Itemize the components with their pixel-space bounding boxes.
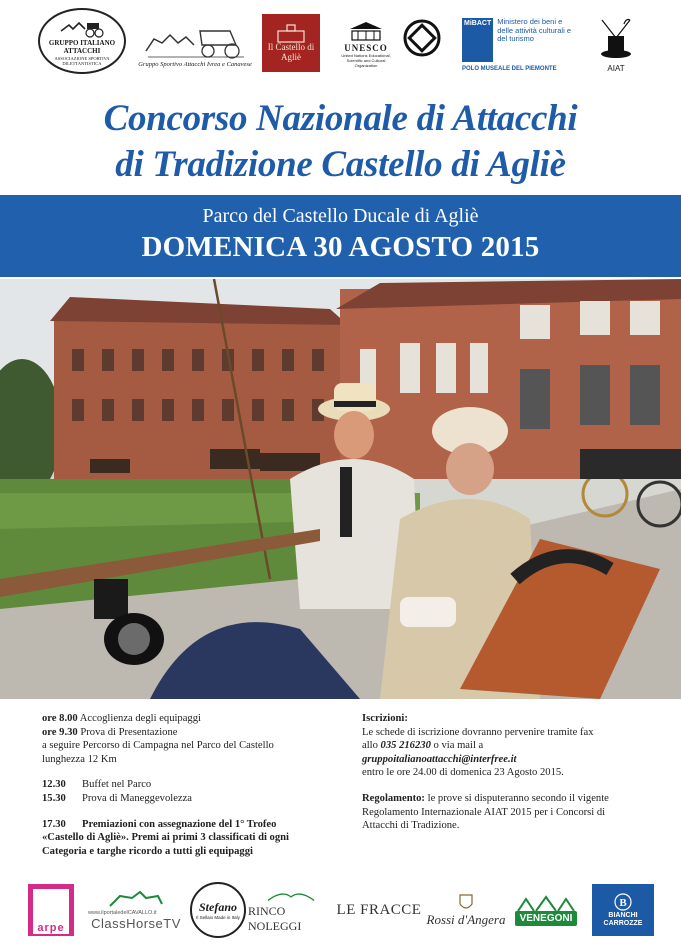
venue-label: Parco del Castello Ducale di Agliè xyxy=(202,205,479,227)
regulation-line xyxy=(362,792,662,806)
world-heritage-emblem-icon xyxy=(402,18,442,58)
schedule-row xyxy=(42,778,342,792)
schedule-text: Prova di Presentazione xyxy=(80,726,178,738)
unesco-sub: United Nations Educational, Scientific and Cultural Organization xyxy=(341,52,391,68)
gruppo-italiano-sub: ASSOCIAZIONE SPORTIVA DILETTANTISTICA xyxy=(54,55,110,66)
schedule-time: 15.30 xyxy=(42,792,66,804)
event-date: DOMENICA 30 AGOSTO 2015 xyxy=(141,231,540,263)
registration-line xyxy=(362,739,662,753)
schedule-row xyxy=(42,712,342,726)
ivrea-label: Gruppo Sportivo Attacchi Ivrea e Canavese xyxy=(138,60,252,68)
email-link[interactable]: gruppoitalianoattacchi@interfree.it xyxy=(362,753,517,765)
mibact-text: Ministero dei beni e delle attività culturali e del turismo xyxy=(497,17,572,44)
event-band xyxy=(0,195,681,277)
schedule-text: a seguire Percorso di Campagna nel Parco del Castello xyxy=(42,740,274,752)
header-logo-strip xyxy=(0,6,681,78)
schedule-row xyxy=(42,818,342,832)
portale-cavallo-logo xyxy=(88,884,184,936)
le-fracce-logo xyxy=(334,894,424,926)
bianchi-b-icon xyxy=(613,892,633,912)
schedule-text: Categoria e targhe ricordo a tutti gli equipaggi xyxy=(42,845,253,857)
registration-line: Le schede di iscrizione dovranno pervenire tramite fax xyxy=(362,726,594,738)
horse-icon xyxy=(106,890,166,910)
tree-icon xyxy=(516,895,576,911)
fax-number: 035 216230 xyxy=(380,740,431,752)
rinco-horse-icon xyxy=(261,888,321,904)
castello-label: Il Castello di Agliè xyxy=(267,42,315,62)
program-schedule xyxy=(42,712,342,858)
schedule-text: Accoglienza degli equipaggi xyxy=(79,713,201,724)
schedule-row xyxy=(42,792,342,806)
registration-heading: Iscrizioni: xyxy=(362,713,408,724)
venegoni-label: VENEGONI xyxy=(515,911,578,926)
castello-aglie-logo xyxy=(262,14,320,72)
title-line-2: di Tradizione Castello di Agliè xyxy=(115,144,566,185)
schedule-text: Premiazioni con assegnazione del 1° Trofeo xyxy=(82,818,277,830)
stefano-label: Stefano xyxy=(198,900,237,914)
registration-prefix: allo xyxy=(362,740,378,752)
gruppo-italiano-attacchi-logo xyxy=(38,8,126,74)
regulation-text: le prove si disputeranno secondo il vigente xyxy=(427,792,609,804)
arpe-logo xyxy=(28,884,74,936)
registration-suffix: o via mail a xyxy=(433,740,484,752)
rossi-angera-logo xyxy=(424,888,508,934)
schedule-row xyxy=(42,726,342,740)
sponsor-strip xyxy=(0,880,681,940)
crest-icon xyxy=(459,894,473,912)
regulation-line: Regolamento Internazionale AIAT 2015 per i Concorsi di xyxy=(362,806,606,818)
rinco-noleggi-logo xyxy=(248,888,334,934)
page-title xyxy=(0,96,681,188)
polo-museale-label: POLO MUSEALE DEL PIEMONTE xyxy=(462,66,557,72)
gruppo-sportivo-ivrea-logo xyxy=(136,14,254,74)
regulation-line: Attacchi di Tradizione. xyxy=(362,820,460,832)
unesco-word: UNESCO xyxy=(344,42,388,53)
arpe-label: arpe xyxy=(33,922,69,934)
venegoni-logo xyxy=(508,884,584,936)
mibact-logo xyxy=(462,14,574,76)
classhorse-label: ClassHorseTV xyxy=(91,915,181,931)
bianchi-label: BIANCHI CARROZZE xyxy=(603,912,643,927)
regulation-heading: Regolamento: xyxy=(362,792,425,804)
castle-icon xyxy=(274,23,308,43)
castle-carriage-photo xyxy=(0,279,681,699)
schedule-time: 17.30 xyxy=(42,818,66,830)
stefano-sub: Il Sellaio Made in Italy xyxy=(196,915,240,920)
carriage-icon xyxy=(57,17,107,39)
top-hat-whip-icon xyxy=(596,16,636,64)
rossi-label: Rossi d'Angera xyxy=(426,912,506,927)
svg-text:B: B xyxy=(619,897,627,910)
fracce-label: LE FRACCE xyxy=(336,901,422,918)
title-line-1: Concorso Nazionale di Attacchi xyxy=(103,98,578,139)
temple-icon xyxy=(348,21,384,43)
gruppo-italiano-label: GRUPPO ITALIANO ATTACCHI xyxy=(48,38,116,55)
unesco-logo xyxy=(336,14,396,74)
rinco-label: RINCO NOLEGGI xyxy=(248,904,302,933)
aiat-label: AIAT xyxy=(607,63,625,73)
schedule-time: ore 8.00 xyxy=(42,713,78,724)
schedule-time: 12.30 xyxy=(42,779,66,791)
registration-info xyxy=(362,712,662,833)
schedule-text: Prova di Maneggevolezza xyxy=(82,792,193,804)
aiat-logo xyxy=(592,12,640,76)
schedule-text: lunghezza 12 Km xyxy=(42,753,117,765)
schedule-time: ore 9.30 xyxy=(42,726,78,738)
registration-deadline: entro le ore 24.00 di domenica 23 Agosto 2015. xyxy=(362,767,564,779)
horse-carriage-icon xyxy=(140,21,250,61)
stefano-sellaio-logo xyxy=(190,882,246,938)
schedule-text: Buffet nel Parco xyxy=(82,779,152,791)
mibact-box: MiBACT xyxy=(462,18,493,62)
bianchi-carrozze-logo xyxy=(592,884,654,936)
cavallo-url: www.ilportaledelCAVALLO.it xyxy=(88,909,157,916)
schedule-text: «Castello di Agliè». Premi ai primi 3 classificati di ogni xyxy=(42,832,289,844)
